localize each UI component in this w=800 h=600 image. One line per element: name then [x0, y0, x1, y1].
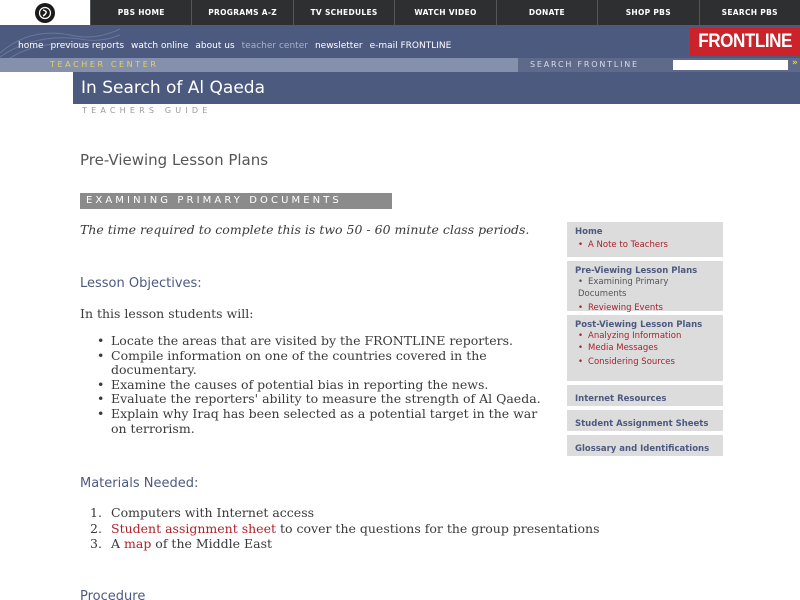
- sidebar-reviewing-events-link[interactable]: • Reviewing Events: [575, 302, 715, 314]
- material-text: of the Middle East: [151, 536, 273, 551]
- pbs-links: [90, 0, 800, 25]
- sidebar-media-messages-link[interactable]: • Media Messages: [575, 342, 715, 354]
- sidebar-home-link[interactable]: Home: [575, 227, 603, 237]
- sidebar-pre-viewing-link[interactable]: Pre-Viewing Lesson Plans: [575, 266, 698, 276]
- pbs-top-bar: [0, 0, 800, 25]
- student-assignment-sheet-link[interactable]: Student assignment sheet: [111, 520, 276, 536]
- list-item: • Evaluate the reporters' ability to measure the strength of Al Qaeda.: [96, 392, 556, 407]
- search-go-button[interactable]: »: [792, 58, 798, 68]
- nav-links: [18, 41, 451, 51]
- pbs-schedules-link[interactable]: TV SCHEDULES: [293, 0, 394, 25]
- nav-newsletter-link[interactable]: newsletter: [314, 41, 363, 51]
- nav-watch-online-link[interactable]: watch online: [131, 41, 189, 51]
- list-item: • Explain why Iraq has been selected as a potential target in the war on terrorism.: [96, 407, 556, 436]
- time-note: The time required to complete this is two 50 - 60 minute class periods.: [80, 222, 530, 237]
- materials-heading: Materials Needed:: [80, 476, 199, 491]
- title-banner: [73, 72, 800, 104]
- frontline-logo-text: FRONTLINE: [698, 31, 792, 52]
- sidebar-post-viewing-link[interactable]: Post-Viewing Lesson Plans: [575, 320, 703, 330]
- sidebar-home-box: [567, 222, 723, 257]
- search-label: SEARCH FRONTLINE: [530, 60, 639, 69]
- objectives-intro: In this lesson students will:: [80, 306, 254, 321]
- frontline-logo[interactable]: [690, 28, 800, 56]
- map-link[interactable]: map: [124, 536, 152, 551]
- list-item: [90, 521, 630, 537]
- nav-home-link[interactable]: home: [18, 41, 44, 51]
- sidebar-internet-resources-link[interactable]: Internet Resources: [575, 394, 667, 404]
- pbs-logo-cell[interactable]: [0, 0, 90, 25]
- sidebar-examining-documents-item: • Examining Primary Documents: [575, 276, 715, 300]
- pbs-programs-link[interactable]: PROGRAMS A-Z: [191, 0, 292, 25]
- list-number: 3.: [90, 536, 102, 551]
- sidebar-internet-resources-box: [567, 385, 723, 406]
- objectives-heading: Lesson Objectives:: [80, 276, 202, 291]
- sidebar-pre-viewing-box: [567, 261, 723, 311]
- search-input[interactable]: [673, 60, 788, 70]
- teacher-center-label: TEACHER CENTER: [50, 60, 159, 69]
- pbs-search-link[interactable]: SEARCH PBS: [699, 0, 800, 25]
- sidebar-glossary-box: [567, 435, 723, 456]
- procedure-heading: Procedure: [80, 589, 146, 600]
- pbs-shop-link[interactable]: SHOP PBS: [597, 0, 698, 25]
- section-heading: EXAMINING PRIMARY DOCUMENTS: [80, 193, 392, 209]
- list-number: 2.: [90, 520, 102, 536]
- nav-email-link[interactable]: e-mail FRONTLINE: [369, 41, 452, 51]
- sidebar-assignment-sheets-box: [567, 410, 723, 431]
- sidebar-analyzing-information-link[interactable]: • Analyzing Information: [575, 330, 715, 342]
- list-item: • Examine the causes of potential bias in reporting the news.: [96, 378, 556, 393]
- banner-title[interactable]: In Search of Al Qaeda: [81, 78, 266, 98]
- page-title: Pre-Viewing Lesson Plans: [80, 151, 269, 169]
- search-area: [518, 58, 800, 72]
- materials-list: [90, 505, 630, 552]
- pbs-donate-link[interactable]: DONATE: [496, 0, 597, 25]
- list-item: [90, 505, 630, 521]
- list-item: • Compile information on one of the countries covered in the documentary.: [96, 349, 556, 378]
- nav-teacher-center-link[interactable]: teacher center: [241, 41, 308, 51]
- list-item: • Locate the areas that are visited by the FRONTLINE reporters.: [96, 334, 556, 349]
- pbs-logo-icon[interactable]: [35, 3, 55, 23]
- list-item: [90, 536, 630, 552]
- list-number: 1.: [90, 505, 102, 520]
- sidebar-post-viewing-box: [567, 315, 723, 381]
- teachers-guide-label: TEACHERS GUIDE: [82, 106, 212, 115]
- objectives-list: [96, 334, 556, 436]
- material-text: A: [111, 536, 125, 551]
- sidebar-assignment-sheets-link[interactable]: Student Assignment Sheets: [575, 419, 709, 429]
- material-text: to cover the questions for the group presentations: [276, 520, 600, 536]
- nav-previous-reports-link[interactable]: previous reports: [50, 41, 125, 51]
- sidebar-glossary-link[interactable]: Glossary and Identifications: [575, 444, 710, 454]
- sidebar: [567, 222, 723, 460]
- nav-about-us-link[interactable]: about us: [195, 41, 235, 51]
- pbs-watch-video-link[interactable]: WATCH VIDEO: [394, 0, 495, 25]
- pbs-home-link[interactable]: PBS HOME: [90, 0, 191, 25]
- sidebar-note-to-teachers-link[interactable]: • A Note to Teachers: [575, 239, 715, 251]
- sidebar-considering-sources-link[interactable]: • Considering Sources: [575, 356, 715, 368]
- material-text: Computers with Internet access: [111, 505, 315, 520]
- frontline-nav-bar: [0, 25, 800, 58]
- teacher-center-bar: [0, 58, 800, 72]
